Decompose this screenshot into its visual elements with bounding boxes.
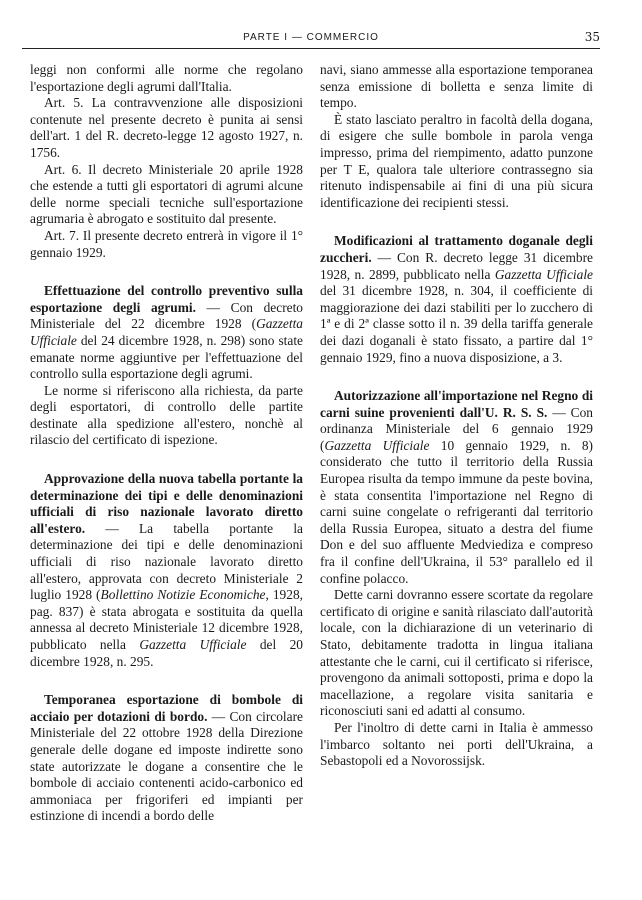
paragraph: Le norme si riferiscono alla richiesta, da parte degli esportatori, di controllo delle partite destinate alla spedizione all'estero, nonchè al rilascio del certificato di ispezione. bbox=[30, 382, 303, 448]
section-bombole-acciaio: Temporanea esportazione di bombole di acciaio per dotazioni di bordo. — Con circolare Ministeriale del 22 ottobre 1928 della Direzione generale delle dogane ed imposte indirette sono state autorizzate le dogane a consentire che le bombole di acciaio contenenti acido-carbonico ed ammoniaca per frigoriferi ed impianti per estinzione di incendi a bordo delle bbox=[30, 692, 303, 824]
paragraph: Dette carni dovranno essere scortate da regolare certificato di origine e sanità rilasciato dall'autorità locale, con la dichiarazione di un veterinario di Stato, debitamente tradotta in lingua italiana attestante che le carni, cui il certificato si riferisce, provengono da animali sottoposti, prima e dopo la macellazione, a regolare visita sanitaria e riconosciuti sani ed adatti al consumo. bbox=[320, 587, 593, 719]
page-number: 35 bbox=[584, 30, 600, 44]
left-column bbox=[30, 62, 303, 825]
section-zuccheri: Modificazioni al trattamento doganale degli zuccheri. — Con R. decreto legge 31 dicembre 1928, n. 2899, pubblicato nella Gazzetta Ufficiale del 31 dicembre 1928, n. 304, il coefficiente di maggiorazione dei dazi stabiliti per lo zucchero di 1ª e di 2ª classe sotto il n. 39 della tariffa generale dei dazi doganali è stato fissato, a partire dal 1° gennaio 1929, fino a nuova disposizione, a 3. bbox=[320, 233, 593, 365]
section-carni-suine: Autorizzazione all'importazione nel Regno di carni suine provenienti dall'U. R. S. S. — Con ordinanza Ministeriale del 6 gennaio 1929 (Gazzetta Ufficiale 10 gennaio 1929, n. 8) considerato che tutto il territorio della Russia Europea risulta da tempo immune da peste bovina, è stata consentita l'importazione nel Regno di carni suine congelate o refrigeranti dal territorio della Russia Europea, situato a destra del fiume Don e del suo affluente Medviediza e compreso fra il confine dell'Ukraina, il 53° parallelo ed il confine polacco. bbox=[320, 388, 594, 586]
section-tabella-riso: Approvazione della nuova tabella portante la determinazione dei tipi e delle denominazioni ufficiali di riso nazionale lavorato diretto all'estero. — La tabella portante la determinazione dei tipi e delle denominazioni ufficiali di riso nazionale lavorato diretto all'estero, approvata con decreto Ministeriale 2 luglio 1928 (Bollettino Notizie Economiche, 1928, pag. 837) è stata abrogata e sostituita da quella annessa al decreto Ministeriale 12 dicembre 1928, pubblicato nella Gazzetta Ufficiale del 20 dicembre 1928, n. 295. bbox=[30, 471, 304, 669]
paragraph-art5: Art. 5. La contravvenzione alle disposizioni contenute nel presente decreto è punita ai sensi dell'art. 1 del R. decreto-legge 12 agosto 1927, n. 1756. bbox=[30, 95, 303, 160]
paragraph: navi, siano ammesse alla esportazione temporanea senza emissione di bolletta e senza limite di tempo. bbox=[320, 62, 593, 111]
section-heading: Autorizzazione all'importazione nel Regno di carni suine provenienti dall'U. R. S. S. bbox=[320, 388, 593, 420]
paragraph: Per l'inoltro di dette carni in Italia è ammesso l'imbarco soltanto nei porti dell'Ukraina, a Sebastopoli ed a Novorossijsk. bbox=[320, 719, 593, 769]
section-heading: Approvazione della nuova tabella portante la determinazione dei tipi e delle denominazioni ufficiali di riso nazionale lavorato diretto all'estero. bbox=[30, 471, 303, 536]
section-heading: Modificazioni al trattamento doganale degli zuccheri. bbox=[320, 233, 593, 265]
paragraph-art6: Art. 6. Il decreto Ministeriale 20 aprile 1928 che estende a tutti gli esportatori di agrumi alcune delle norme speciali tecniche sull'esportazione agrumaria è abrogato e sostituito dal presente. bbox=[30, 161, 303, 227]
paragraph: È stato lasciato peraltro in facoltà della dogana, di esigere che sulle bombole in parola venga impresso, prima del riempimento, adatto punzone per T E, qualora tale ulteriore contrassegno sia ritenuto indispensabile ai fini di una più sicura identificazione dei recipienti stessi. bbox=[320, 111, 593, 210]
section-heading: Effettuazione del controllo preventivo sulla esportazione degli agrumi. bbox=[30, 283, 303, 315]
right-column bbox=[320, 62, 593, 770]
section-heading: Temporanea esportazione di bombole di acciaio per dotazioni di bordo. bbox=[30, 692, 303, 724]
paragraph: leggi non conformi alle norme che regolano l'esportazione degli agrumi dall'Italia. bbox=[30, 62, 303, 94]
section-controllo-agrumi: Effettuazione del controllo preventivo sulla esportazione degli agrumi. — Con decreto Ministeriale del 22 dicembre 1928 (Gazzetta Ufficiale del 24 dicembre 1928, n. 298) sono state emanate norme aggiuntive per l'effettuazione del controllo sulla esportazione degli agrumi. bbox=[30, 283, 304, 382]
paragraph-art7: Art. 7. Il presente decreto entrerà in vigore il 1° gennaio 1929. bbox=[30, 227, 303, 260]
running-header bbox=[22, 32, 600, 49]
header-title: PARTE I — COMMERCIO bbox=[243, 32, 379, 43]
